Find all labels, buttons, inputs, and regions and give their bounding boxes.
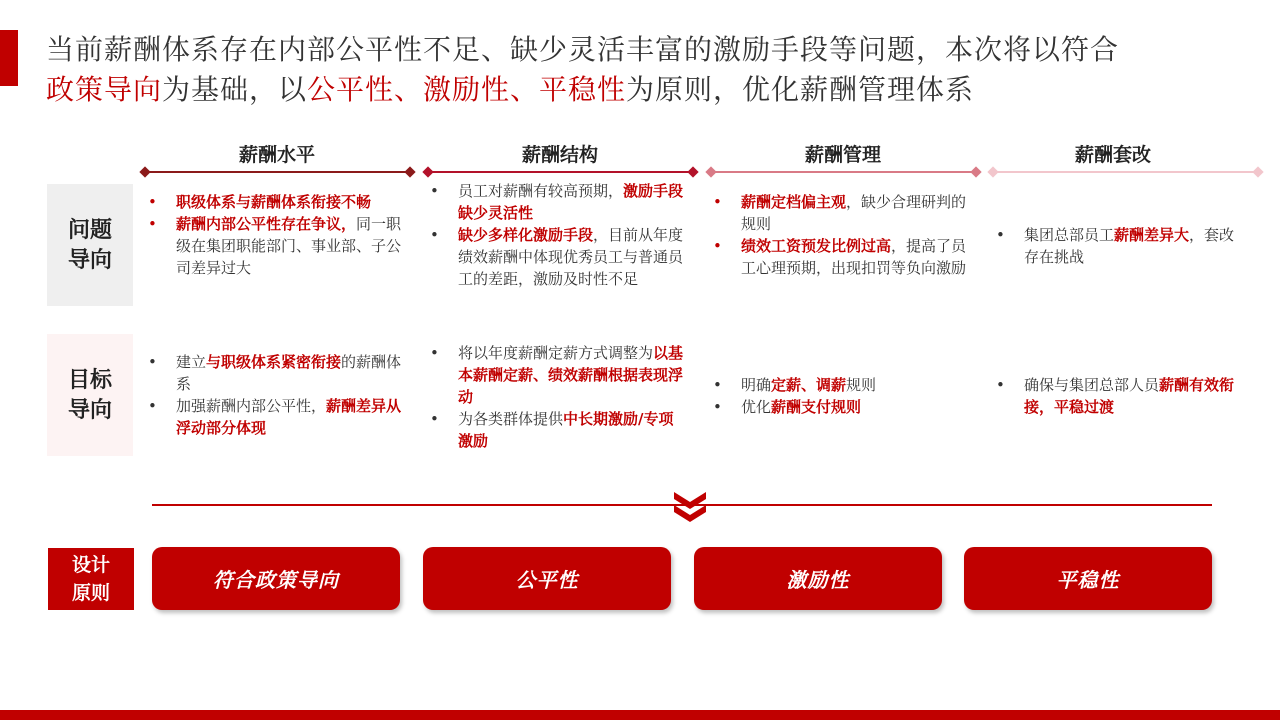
- list-item: [146, 191, 406, 213]
- list-item: [711, 374, 969, 396]
- emphasis-text: 绩效工资预发比例过高: [741, 237, 892, 255]
- column-divider-line: [711, 171, 976, 173]
- body-text: 确保与集团总部人员: [1024, 376, 1160, 394]
- principle-incentive: 激励性: [694, 547, 942, 610]
- footer-bar: [0, 710, 1280, 720]
- list-item: [146, 351, 406, 395]
- cell-target-management: [711, 374, 969, 418]
- row-label-text: 导向: [67, 247, 112, 273]
- list-item: [711, 191, 969, 235]
- list-item: [428, 408, 686, 452]
- body-text: 的薪酬体系: [176, 353, 402, 393]
- cell-target-level: [146, 351, 406, 439]
- bullet-icon: •: [430, 344, 439, 362]
- emphasis-text: 与职级体系紧密衔接: [206, 353, 342, 371]
- cell-problem-level: [146, 191, 406, 279]
- emphasis-text: 薪酬差异从浮动部分体现: [176, 397, 402, 437]
- cell-problem-conversion: [994, 224, 1239, 268]
- title-highlight: 政策导向: [46, 73, 163, 106]
- page-title: [46, 30, 1256, 110]
- body-text: 规则: [846, 376, 877, 394]
- column-header-management: 薪酬管理: [804, 144, 881, 166]
- cell-problem-management: [711, 191, 969, 279]
- emphasis-text: 缺少多样化激励手段: [458, 226, 594, 244]
- bullet-icon: •: [996, 226, 1005, 244]
- cell-problem-structure: [428, 180, 686, 290]
- row-label-text: 目标: [67, 367, 112, 393]
- cell-target-structure: [428, 342, 686, 452]
- emphasis-text: 薪酬有效衔接，平稳过渡: [1024, 376, 1235, 416]
- body-text: ，缺少合理研判的规则: [741, 193, 967, 233]
- title-text: 为原则，优化薪酬管理体系: [626, 73, 975, 106]
- body-text: ，目前从年度绩效薪酬中体现优秀员工与普通员工的差距，激励及时性不足: [458, 226, 684, 288]
- body-text: 为各类群体提供: [458, 410, 564, 428]
- list-item: [711, 235, 969, 279]
- body-text: ，提高了员工心理预期，出现扣罚等负向激励: [741, 237, 967, 277]
- list-item: [428, 180, 686, 224]
- emphasis-text: 以基本薪酬定薪、绩效薪酬根据表现浮动: [458, 344, 684, 406]
- cell-target-conversion: [994, 374, 1239, 418]
- row-label-problem: [47, 184, 133, 306]
- body-text: 建立: [176, 353, 207, 371]
- column-divider-line: [145, 171, 410, 173]
- body-text: 同一职级在集团职能部门、事业部、子公司差异过大: [176, 215, 402, 277]
- row-label-text: 问题: [67, 217, 112, 243]
- body-text: 将以年度薪酬定薪方式调整为: [458, 344, 654, 362]
- double-chevron-down-icon: [672, 490, 708, 524]
- bullet-icon: •: [713, 376, 722, 394]
- emphasis-text: 薪酬内部公平性存在争议，: [176, 215, 357, 233]
- bullet-icon: •: [430, 226, 439, 244]
- emphasis-text: 薪酬差异大: [1114, 226, 1190, 244]
- column-header-conversion: 薪酬套改: [1074, 144, 1151, 166]
- column-divider-line: [993, 171, 1258, 173]
- bullet-icon: •: [148, 193, 157, 211]
- bullet-icon: •: [430, 182, 439, 200]
- body-text: 加强薪酬内部公平性，: [176, 397, 327, 415]
- body-text: ，套改存在挑战: [1024, 226, 1235, 266]
- title-highlight: 公平性、激励性、平稳性: [307, 73, 627, 106]
- row-label-target: [47, 334, 133, 456]
- bullet-icon: •: [148, 353, 157, 371]
- design-label-text: 设计: [71, 554, 110, 576]
- body-text: 员工对薪酬有较高预期，: [458, 182, 624, 200]
- emphasis-text: 薪酬支付规则: [771, 398, 862, 416]
- principle-stability: 平稳性: [964, 547, 1212, 610]
- list-item: [146, 213, 406, 279]
- column-divider-line: [428, 171, 693, 173]
- emphasis-text: 中长期激励/专项激励: [458, 410, 674, 450]
- list-item: [428, 224, 686, 290]
- principle-policy: 符合政策导向: [152, 547, 400, 610]
- bullet-icon: •: [996, 376, 1005, 394]
- emphasis-text: 激励手段缺少灵活性: [458, 182, 684, 222]
- design-label-text: 原则: [71, 582, 110, 604]
- row-label-text: 导向: [67, 397, 112, 423]
- bullet-icon: •: [713, 237, 722, 255]
- bullet-icon: •: [430, 410, 439, 428]
- body-text: 优化: [741, 398, 772, 416]
- emphasis-text: 职级体系与薪酬体系衔接不畅: [176, 193, 372, 211]
- bullet-icon: •: [148, 215, 157, 233]
- list-item: [428, 342, 686, 408]
- design-principles-label: [48, 548, 134, 610]
- list-item: [711, 396, 969, 418]
- body-text: 集团总部员工: [1024, 226, 1115, 244]
- principle-fairness: 公平性: [423, 547, 671, 610]
- bullet-icon: •: [713, 398, 722, 416]
- title-text: 当前薪酬体系存在内部公平性不足、缺少灵活丰富的激励手段等问题，本次将以符合: [46, 33, 1120, 66]
- list-item: [994, 224, 1239, 268]
- title-text: 为基础，以: [162, 73, 308, 106]
- bullet-icon: •: [713, 193, 722, 211]
- column-header-structure: 薪酬结构: [521, 144, 598, 166]
- list-item: [994, 374, 1239, 418]
- emphasis-text: 定薪、调薪: [771, 376, 847, 394]
- title-accent-bar: [0, 30, 18, 86]
- column-header-level: 薪酬水平: [238, 144, 315, 166]
- bullet-icon: •: [148, 397, 157, 415]
- list-item: [146, 395, 406, 439]
- body-text: 明确: [741, 376, 772, 394]
- emphasis-text: 薪酬定档偏主观: [741, 193, 847, 211]
